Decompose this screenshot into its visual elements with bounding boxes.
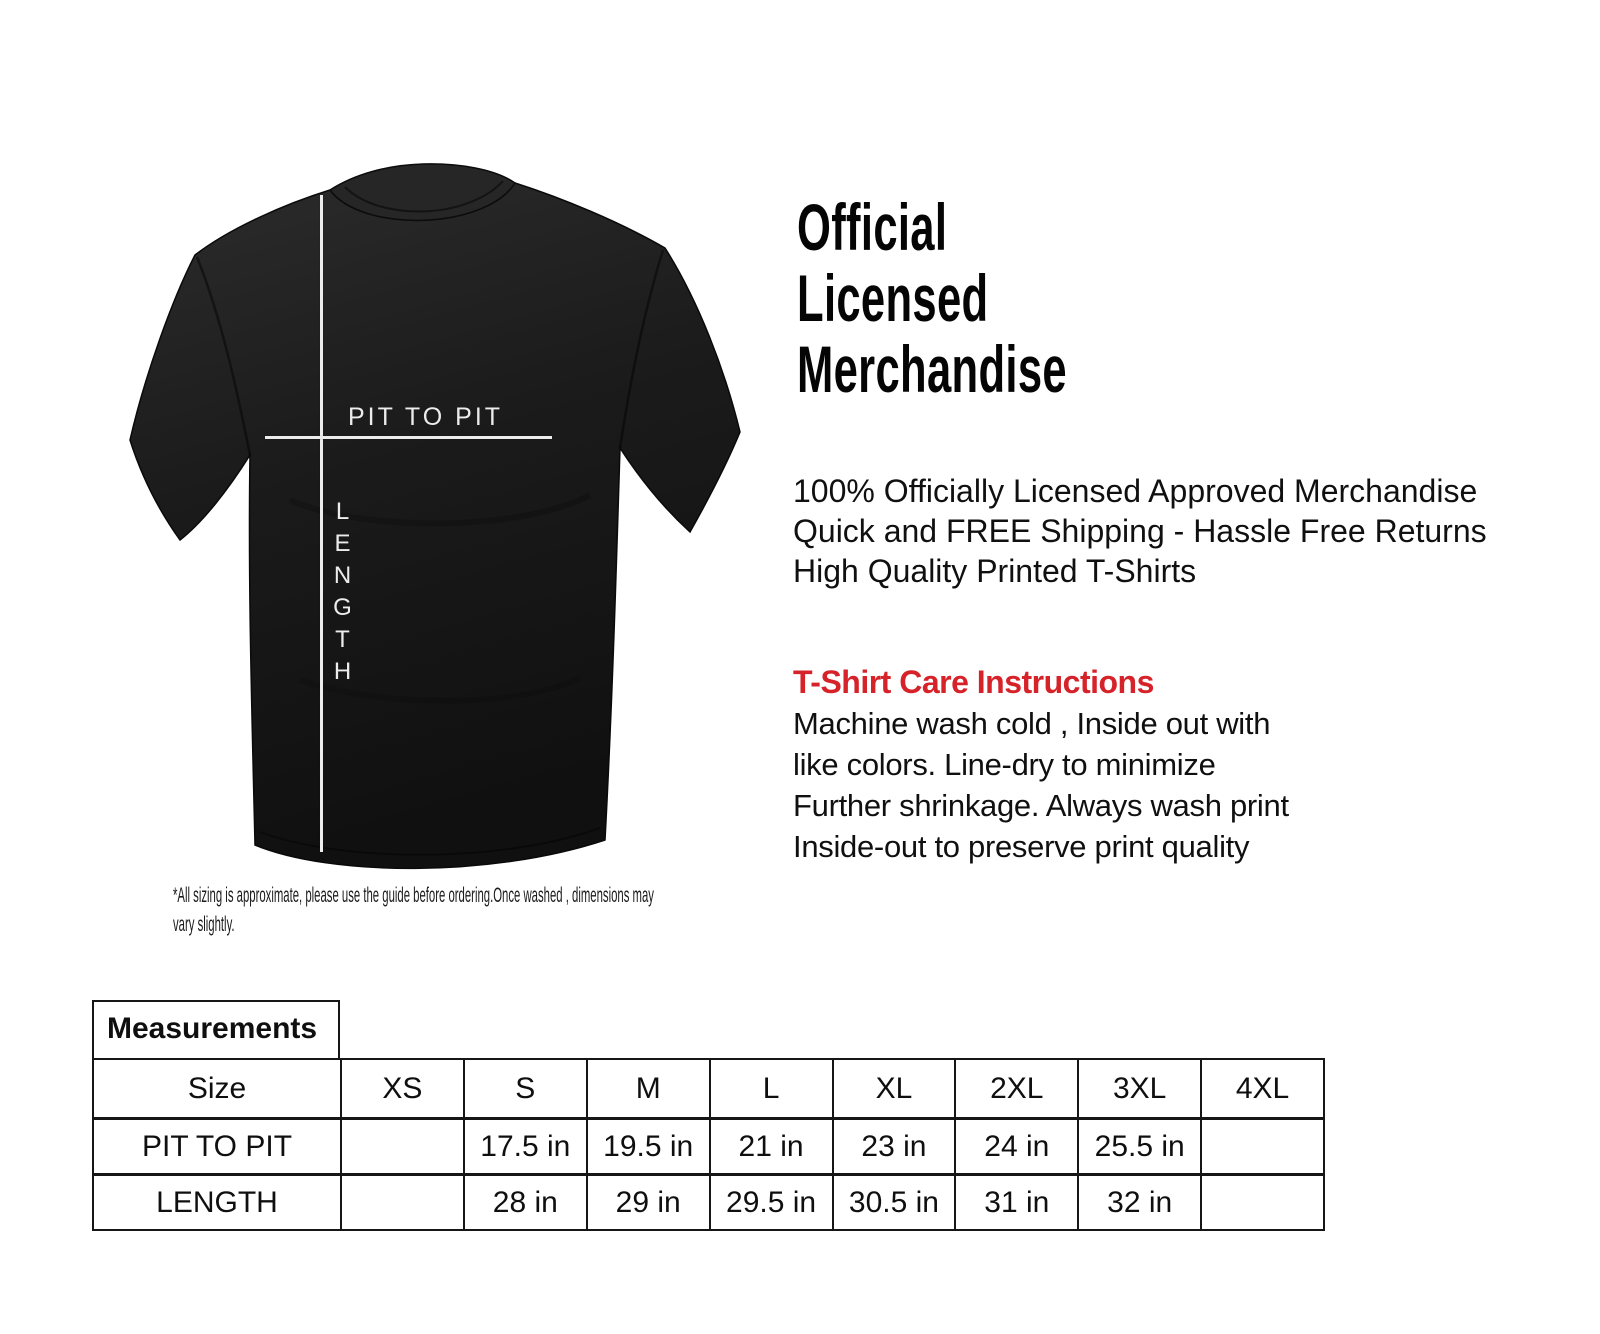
size-header-row <box>93 1059 1324 1119</box>
value-cell: 25.5 in <box>1078 1119 1201 1175</box>
value-cell: 29.5 in <box>710 1175 833 1231</box>
value-cell <box>341 1119 464 1175</box>
length-row <box>93 1175 1324 1231</box>
headline-line: Merchandise <box>797 332 1067 406</box>
value-cell: 31 in <box>955 1175 1078 1231</box>
pit-to-pit-label: PIT TO PIT <box>348 403 504 431</box>
care-line: like colors. Line-dry to minimize <box>793 747 1216 782</box>
column-header-cell: 3XL <box>1078 1059 1201 1119</box>
column-header-cell: 2XL <box>955 1059 1078 1119</box>
column-header-cell: XL <box>833 1059 956 1119</box>
value-cell: 23 in <box>833 1119 956 1175</box>
row-label-cell: LENGTH <box>93 1175 341 1231</box>
disclaimer-line: vary slightly. <box>173 913 235 936</box>
page-title <box>797 192 1067 405</box>
disclaimer-line: *All sizing is approximate, please use the guide before ordering.Once washed , dimensions may <box>173 884 654 907</box>
length-label: LENGTH <box>329 498 356 690</box>
intro-line: High Quality Printed T-Shirts <box>793 553 1197 589</box>
tshirt-image <box>100 160 780 890</box>
size-table <box>92 1058 1325 1231</box>
value-cell: 17.5 in <box>464 1119 587 1175</box>
value-cell <box>341 1175 464 1231</box>
column-header-cell: XS <box>341 1059 464 1119</box>
care-line: Machine wash cold , Inside out with <box>793 706 1271 741</box>
care-instructions-heading: T-Shirt Care Instructions <box>793 664 1154 700</box>
care-line: Inside-out to preserve print quality <box>793 829 1250 864</box>
row-label-cell: PIT TO PIT <box>93 1119 341 1175</box>
column-header-cell: 4XL <box>1201 1059 1324 1119</box>
intro-line: 100% Officially Licensed Approved Merchandise <box>793 473 1478 509</box>
value-cell: 19.5 in <box>587 1119 710 1175</box>
value-cell <box>1201 1119 1324 1175</box>
sizing-disclaimer <box>173 881 654 939</box>
column-header-cell: L <box>710 1059 833 1119</box>
value-cell: 24 in <box>955 1119 1078 1175</box>
measurements-title: Measurements <box>92 1000 340 1060</box>
headline-line: Official <box>797 190 948 264</box>
length-measure-line <box>320 195 323 852</box>
shirt-figure <box>100 160 780 890</box>
intro-paragraph <box>793 471 1487 591</box>
value-cell: 29 in <box>587 1175 710 1231</box>
pit-to-pit-measure-line <box>265 436 552 439</box>
intro-line: Quick and FREE Shipping - Hassle Free Returns <box>793 513 1487 549</box>
value-cell: 30.5 in <box>833 1175 956 1231</box>
headline-line: Licensed <box>797 261 989 335</box>
value-cell: 32 in <box>1078 1175 1201 1231</box>
value-cell: 28 in <box>464 1175 587 1231</box>
pit-to-pit-row <box>93 1119 1324 1175</box>
care-instructions-paragraph <box>793 703 1289 867</box>
value-cell <box>1201 1175 1324 1231</box>
care-line: Further shrinkage. Always wash print <box>793 788 1289 823</box>
value-cell: 21 in <box>710 1119 833 1175</box>
column-header-cell: M <box>587 1059 710 1119</box>
row-label-cell: Size <box>93 1059 341 1119</box>
column-header-cell: S <box>464 1059 587 1119</box>
